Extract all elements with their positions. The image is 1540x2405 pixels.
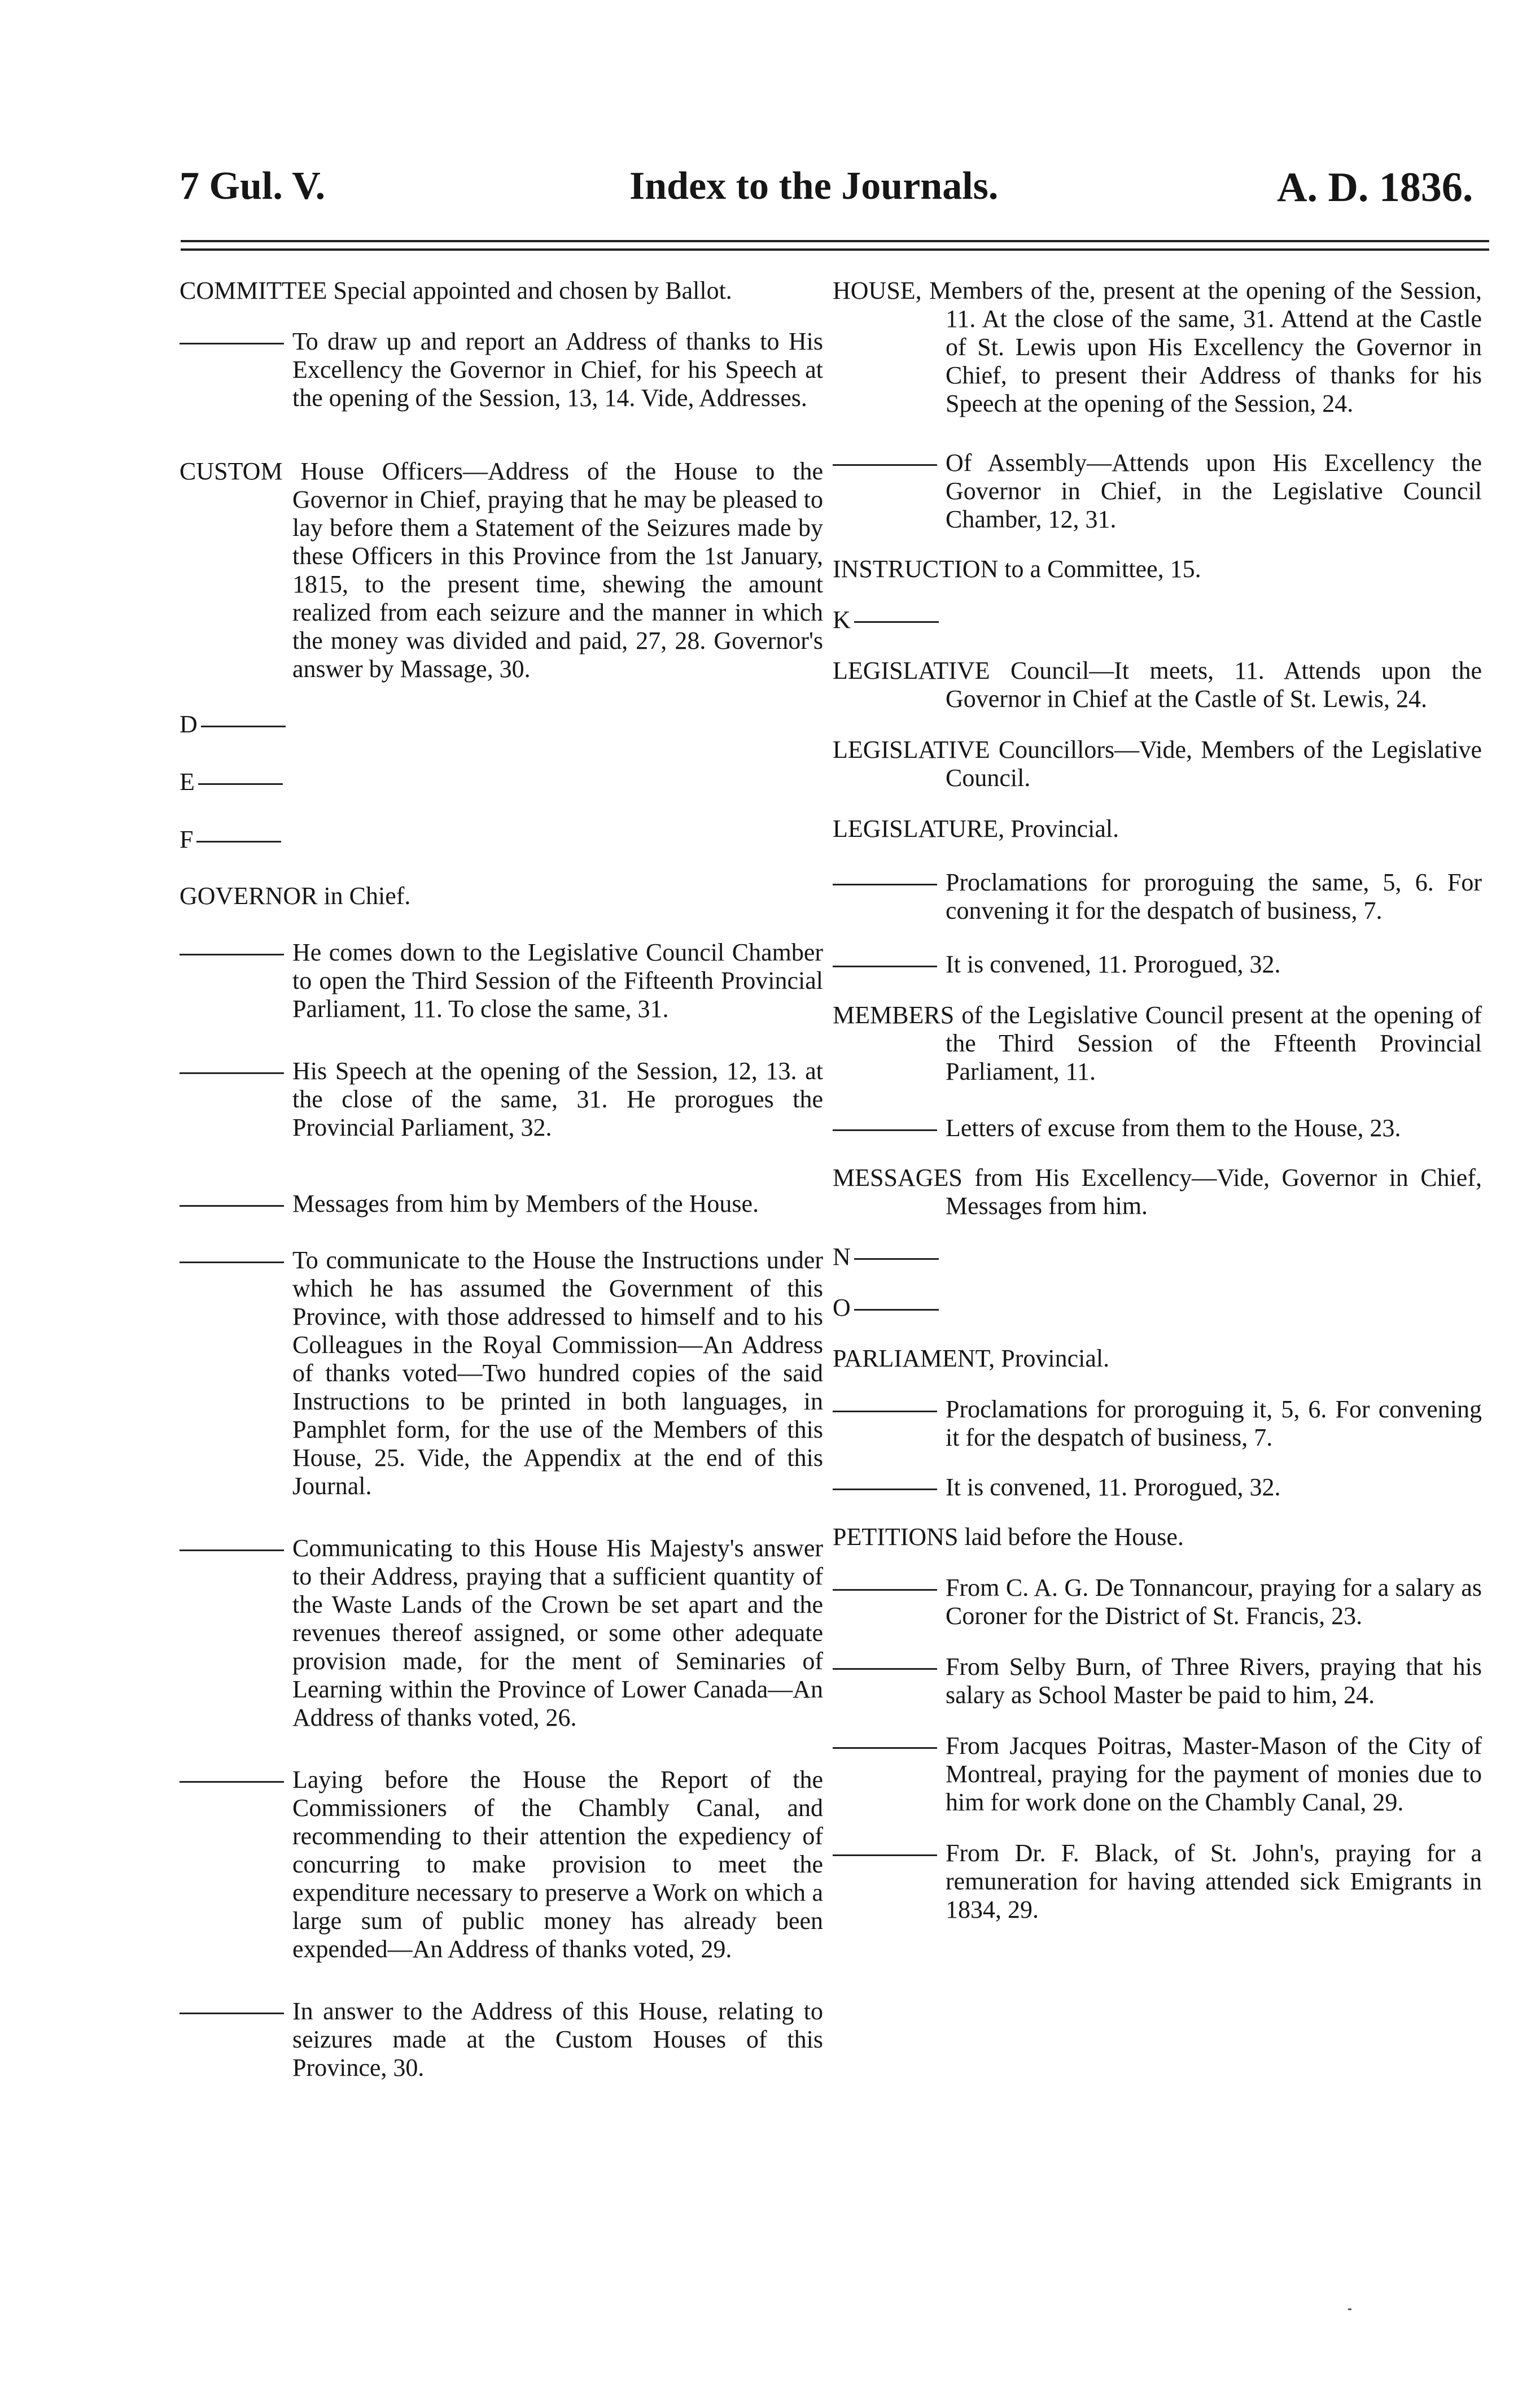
left-column [180,277,823,2082]
index-subentry: Communicating to this House His Majesty's answer to their Address, praying that a sufficient quantity of the Waste Lands of the Crown be set apart and the revenues thereof assigned, or some other adequate provision made, for the ment of Seminaries of Learning within the Province of Lower Canada—An Address of thanks voted, 26. [180,1534,823,1732]
letter-heading: E [180,768,823,796]
header-rule-top [181,240,1489,242]
ink-speck [1348,2308,1351,2310]
index-entry: LEGISLATURE, Provincial. [833,815,1119,843]
index-subentry: Of Assembly—Attends upon His Excellency the Governor in Chief, in the Legislative Council Chamber, 12, 31. [833,449,1482,534]
page-header [0,164,1540,226]
index-entry: PETITIONS laid before the House. [833,1523,1184,1551]
letter-heading: K [833,606,1482,634]
index-subentry: Laying before the House the Report of the Commissioners of the Chambly Canal, and recommending to their attention the expediency of concurring to make provision to meet the expenditure necessary to preserve a Work on which a large sum of public money has already been expended—An Address of thanks voted, 29. [180,1766,823,1963]
index-entry: MEMBERS of the Legislative Council present at the opening of the Third Session of the Ffteenth Provincial Parliament, 11. [833,1001,1482,1085]
index-subentry: From Jacques Poitras, Master-Mason of the City of Montreal, praying for the payment of monies due to him for work done on the Chambly Canal, 29. [833,1732,1482,1817]
index-subentry: It is convened, 11. Prorogued, 32. [833,950,1482,979]
regnal-year: 7 Gul. V. [180,164,326,208]
index-subentry: To communicate to the House the Instructions under which he has assumed the Government of this Province, with those addressed to himself and to his Colleagues in the Royal Commission—An Address of thanks voted—Two hundred copies of the said Instructions to be printed in both languages, in Pamphlet form, for the use of the Members of this House, 25. Vide, the Appendix at the end of this Journal. [180,1246,823,1500]
index-subentry: Messages from him by Members of the House. [180,1190,823,1218]
index-entry: HOUSE, Members of the, present at the opening of the Session, 11. At the close of the same, 31. Attend at the Castle of St. Lewis upon His Excellency the Governor in Chief, to present their Address of thanks for his Speech at the opening of the Session, 24. [833,277,1482,417]
index-subentry: To draw up and report an Address of thanks to His Excellency the Governor in Chief, for his Speech at the opening of the Session, 13, 14. Vide, Addresses. [180,328,823,412]
right-column [833,277,1482,1924]
header-rule-bottom [181,248,1489,251]
index-subentry: Proclamations for proroguing it, 5, 6. For convening it for the despatch of business, 7. [833,1395,1482,1452]
index-entry: PARLIAMENT, Provincial. [833,1345,1110,1372]
index-entry: MESSAGES from His Excellency—Vide, Governor in Chief, Messages from him. [833,1164,1482,1220]
index-subentry: It is convened, 11. Prorogued, 32. [833,1473,1482,1502]
index-entry: INSTRUCTION to a Committee, 15. [833,555,1201,583]
letter-heading: D [180,710,823,739]
page-title: Index to the Journals. [629,164,999,208]
index-subentry: Proclamations for proroguing the same, 5, 6. For convening it for the despatch of business, 7. [833,868,1482,925]
index-entry: COMMITTEE Special appointed and chosen by Ballot. [180,277,732,304]
index-entry: CUSTOM House Officers—Address of the House to the Governor in Chief, praying that he may be pleased to lay before them a Statement of the Seizures made by these Officers in this Province from the 1st January, 1815, to the present time, shewing the amount realized from each seizure and the manner in which the money was divided and paid, 27, 28. Governor's answer by Massage, 30. [180,457,823,683]
index-subentry: From Selby Burn, of Three Rivers, praying that his salary as School Master be paid to him, 24. [833,1653,1482,1709]
index-subentry: From C. A. G. De Tonnancour, praying for a salary as Coroner for the District of St. Francis, 23. [833,1574,1482,1630]
index-subentry: Letters of excuse from them to the House, 23. [833,1114,1482,1142]
index-subentry: His Speech at the opening of the Session, 12, 13. at the close of the same, 31. He prorogues the Provincial Parliament, 32. [180,1057,823,1142]
index-subentry: In answer to the Address of this House, relating to seizures made at the Custom Houses of this Province, 30. [180,1997,823,2082]
index-entry: LEGISLATIVE Council—It meets, 11. Attends upon the Governor in Chief at the Castle of St. Lewis, 24. [833,657,1482,713]
index-subentry: He comes down to the Legislative Council Chamber to open the Third Session of the Fifteenth Provincial Parliament, 11. To close the same, 31. [180,939,823,1023]
letter-heading: N [833,1243,1482,1271]
index-entry: GOVERNOR in Chief. [180,882,411,910]
index-entry: LEGISLATIVE Councillors—Vide, Members of the Legislative Council. [833,736,1482,792]
index-subentry: From Dr. F. Black, of St. John's, praying for a remuneration for having attended sick Emigrants in 1834, 29. [833,1839,1482,1924]
year-label: A. D. 1836. [1277,164,1473,211]
letter-heading: F [180,826,823,854]
letter-heading: O [833,1294,1482,1322]
